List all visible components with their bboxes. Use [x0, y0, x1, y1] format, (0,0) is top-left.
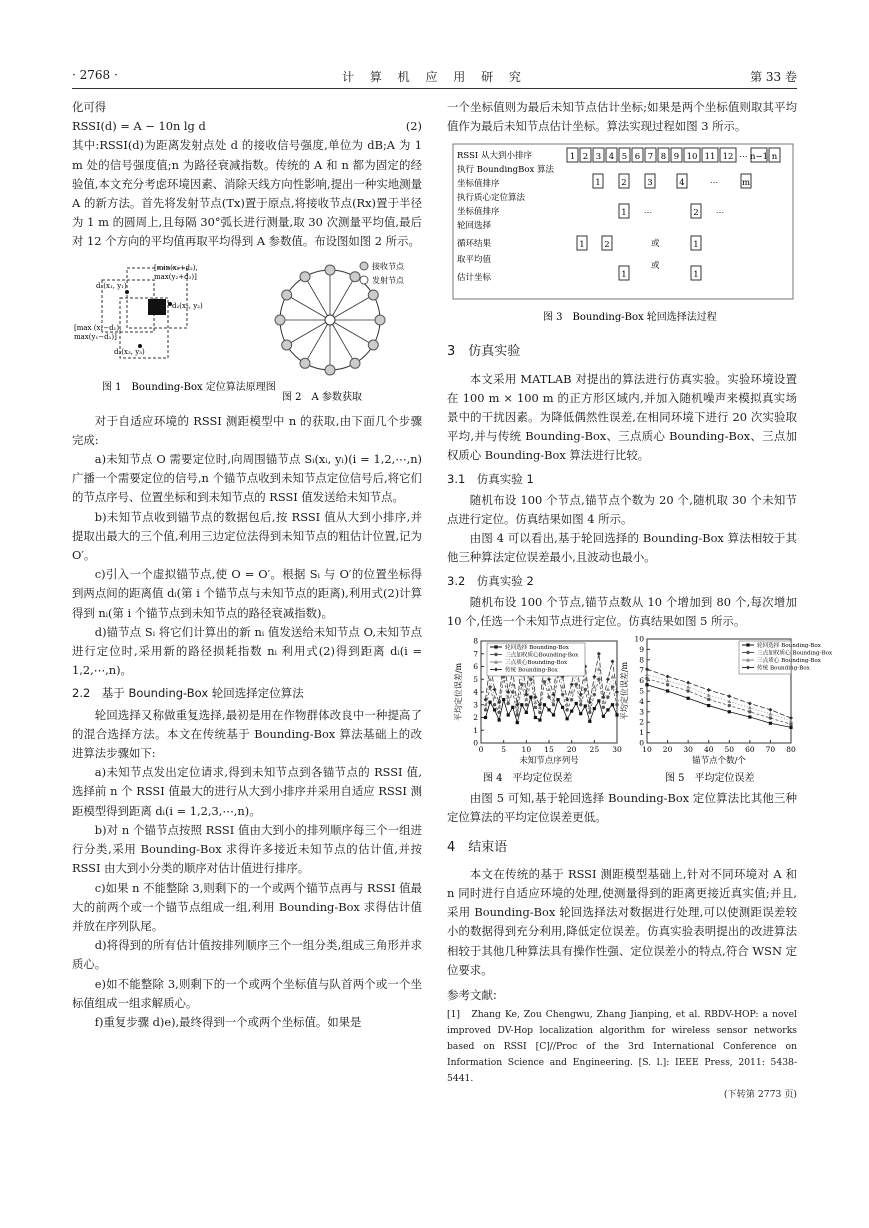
- data-point: [533, 700, 537, 704]
- data-point: [588, 720, 591, 723]
- data-point: [666, 675, 670, 679]
- receiver-node: [375, 315, 385, 325]
- anchor-label: 8: [660, 152, 667, 163]
- result-label: 1: [579, 240, 585, 251]
- x-axis-label: 锚节点个数/个: [692, 756, 746, 767]
- data-point: [565, 708, 568, 711]
- data-point: [484, 708, 487, 711]
- data-point: [615, 690, 619, 694]
- data-point: [516, 714, 519, 717]
- figure-2-caption: 图 2 A 参数获取: [282, 391, 362, 403]
- data-point: [570, 690, 574, 694]
- data-point: [746, 651, 749, 654]
- fig1-label: d₃(x₃, y₃): [114, 347, 145, 356]
- y-tick-label: 2: [639, 717, 644, 727]
- data-point: [707, 698, 710, 701]
- data-point: [520, 703, 523, 706]
- data-point: [525, 711, 528, 714]
- data-point: [610, 675, 614, 679]
- paragraph: 本文采用 MATLAB 对提出的算法进行仿真实验。实验环境设置在 100 m × 100 m 的正方形区域内,并加入随机噪声来模拟真实场景中的干扰因素。为降低偶然性误差,在相同环境下进行 20 次实验取平均,并与传统 Bounding-Box、三点质心 Bounding-Box、三点加权质心 Bounding-Box 算法进行比较。: [447, 371, 797, 463]
- data-point: [666, 683, 669, 686]
- fig1-label: max(y₂+d₂)]: [154, 272, 197, 281]
- page-number: · 2768 ·: [72, 68, 118, 82]
- section-heading: 2.2 基于 Bounding-Box 轮回选择定位算法: [72, 686, 304, 701]
- anchor-label: 12: [722, 152, 734, 163]
- data-point: [547, 688, 551, 692]
- step-label: 执行 BoundingBox 算法: [457, 165, 554, 176]
- paragraph: d)锚节点 Sᵢ 将它们计算出的新 nᵢ 值发送给未知节点 O,未知节点进行定位时,采用新的路径损耗指数 nᵢ 利用式(2)得到距离 dᵢ(i = 1,2,⋯,n)。: [72, 624, 422, 678]
- data-point: [611, 703, 614, 706]
- x-tick-label: 0: [478, 745, 484, 755]
- data-point: [552, 703, 555, 706]
- centroid-label: 1: [621, 208, 627, 219]
- data-point: [611, 685, 614, 688]
- page-header: [72, 66, 797, 89]
- line-chart: [453, 637, 622, 785]
- x-tick-label: 80: [786, 745, 796, 755]
- receiver-node: [282, 290, 292, 300]
- y-axis-label: 平均定位误差/m: [454, 663, 463, 722]
- anchor-label: 3: [595, 152, 602, 163]
- data-point: [748, 706, 752, 710]
- data-point: [728, 704, 731, 707]
- radius-line: [305, 320, 330, 363]
- journal-name: 计 算 机 应 用 研 究: [342, 70, 527, 84]
- radius-line: [330, 295, 373, 320]
- section-heading: 4 结束语: [447, 839, 508, 855]
- subsection-heading: 3.2 仿真实验 2: [447, 573, 534, 588]
- data-point: [579, 712, 582, 715]
- data-point: [525, 703, 528, 706]
- data-point: [538, 719, 541, 722]
- references-title: 参考文献:: [447, 988, 497, 1003]
- figure-caption: 图 5 平均定位误差: [665, 773, 755, 785]
- paragraph: 对于自适应环境的 RSSI 测距模型中 n 的获取,由下面几个步骤完成:: [72, 413, 422, 447]
- result-boxes: [577, 236, 701, 280]
- legend-label: 传统 Bounding-Box: [505, 667, 558, 674]
- figure-2: [275, 265, 385, 375]
- data-point: [645, 677, 648, 680]
- centroid-label: ⋯: [643, 208, 653, 219]
- x-tick-label: 70: [765, 745, 776, 755]
- y-tick-label: 4: [639, 697, 644, 707]
- anchor-label: ⋯: [739, 152, 748, 163]
- volume: 第 33 卷: [750, 70, 797, 84]
- paragraph: a)未知节点 O 需要定位时,向周围锚节点 Sᵢ(xᵢ, yᵢ)(i = 1,2,⋯,n)广播一个需要定位的信号,n 个锚节点收到未知节点定位信号后,将它们的节点序号、位置坐标和到未知节点的 RSSI 值发送给未知节点。: [72, 452, 422, 505]
- estimate-label: ⋯: [709, 178, 719, 189]
- x-tick-label: 20: [566, 745, 577, 755]
- centroid-label: ⋯: [715, 208, 725, 219]
- left-column: [72, 98, 422, 1032]
- estimate-label: 1: [595, 178, 601, 189]
- fig1-label: d₂(x₂, y₂): [172, 301, 203, 310]
- data-point: [687, 697, 690, 700]
- y-tick-label: 5: [639, 686, 644, 696]
- estimate-label: 3: [647, 178, 653, 189]
- y-tick-label: 6: [473, 662, 478, 672]
- step-labels: [457, 150, 554, 283]
- data-point: [768, 708, 772, 712]
- data-point: [727, 694, 731, 698]
- data-point: [547, 696, 550, 699]
- section-heading: 3 仿真实验: [447, 344, 521, 360]
- data-point: [728, 710, 731, 713]
- data-point: [597, 652, 601, 656]
- receiver-node: [368, 340, 378, 350]
- data-point: [606, 696, 609, 699]
- legend-label: 三点质心Bounding-Box: [505, 660, 568, 667]
- data-point: [493, 688, 497, 692]
- data-point: [606, 678, 610, 682]
- anchor-label: n−1: [749, 152, 769, 163]
- data-point: [789, 716, 793, 720]
- paragraph: 随机布设 100 个节点,锚节点个数为 20 个,随机取 30 个未知节点进行定位。仿真结果如图 4 所示。: [447, 492, 797, 527]
- anchor-label: 2: [582, 152, 589, 163]
- y-tick-label: 5: [473, 675, 478, 684]
- centroid-label: 2: [693, 208, 699, 219]
- anchor-label: 1: [569, 152, 576, 163]
- intersection-region: [148, 299, 166, 315]
- data-point: [516, 721, 519, 724]
- paragraph: 轮回选择又称做重复选择,最初是用在作物群体改良中一种提高了的混合选择方法。本文在传统基于 Bounding-Box 算法基础上的改进算法步骤如下:: [72, 707, 422, 761]
- data-point: [645, 673, 649, 677]
- figure-3-svg: [447, 142, 797, 332]
- data-point: [746, 644, 749, 647]
- y-tick-label: 9: [639, 645, 644, 655]
- transmitter-node: [325, 315, 335, 325]
- radius-line: [305, 276, 330, 319]
- or-label: 或: [651, 239, 660, 250]
- x-tick-label: 25: [589, 745, 600, 755]
- receiver-node: [300, 358, 310, 368]
- paragraph: f)重复步骤 d)e),最终得到一个或两个坐标值。如果是: [94, 1014, 362, 1029]
- y-tick-label: 7: [473, 649, 478, 659]
- right-column: [447, 98, 833, 1103]
- fig1-label: max(y₁−d₁)]: [74, 332, 117, 341]
- data-point: [602, 715, 605, 718]
- line-chart: [619, 635, 833, 785]
- anchor-label: 4: [608, 152, 615, 163]
- legend-label: 三点加权质心Bounding-Box: [505, 652, 579, 659]
- y-tick-label: 6: [639, 676, 644, 686]
- radius-line: [287, 295, 330, 320]
- step-label: 轮回选择: [457, 221, 492, 232]
- step-label: 坐标值排序: [457, 207, 500, 218]
- y-tick-label: 1: [473, 726, 478, 735]
- paragraph: 一个坐标值则为最后未知节点估计坐标;如果是两个坐标值则取其平均值作为最后未知节点估计坐标。算法实现过程如图 3 所示。: [447, 100, 797, 134]
- figure-3-caption: 图 3 Bounding-Box 轮回选择法过程: [543, 312, 717, 324]
- data-point: [666, 679, 670, 683]
- x-tick-label: 20: [662, 745, 673, 755]
- receiver-node: [300, 271, 310, 281]
- data-point: [789, 723, 792, 726]
- data-point: [727, 700, 731, 704]
- anchor-label: 7: [647, 152, 654, 163]
- step-label: 取平均值: [457, 255, 492, 266]
- figure-1-2-svg: [72, 258, 422, 408]
- data-point: [686, 681, 690, 685]
- paragraph: 本文在传统的基于 RSSI 测距模型基础上,针对不同环境对 A 和 n 同时进行自适应环境的处理,使测量得到的距离更接近真实值;并且,采用 Bounding-Box 轮回选择法对数据进行处理,可以使测距误差较小的数据得到充分利用,降低定位误差。仿真实验表明提出的改进算法相较于其他几种算法具有操作性强、定位误差小的特点,符合 WSN 定位要求。: [447, 866, 797, 977]
- x-tick-label: 60: [745, 745, 755, 755]
- x-tick-label: 10: [642, 745, 652, 755]
- data-point: [529, 696, 532, 699]
- paragraph: e)如不能整除 3,则剩下的一个或两个坐标值与队首两个或一个坐标值组成一组求解质心。: [72, 976, 422, 1010]
- figure-caption: 图 4 平均定位误差: [483, 773, 573, 785]
- data-point: [556, 698, 559, 701]
- sorted-anchor-boxes: [567, 148, 780, 162]
- data-point: [511, 706, 514, 709]
- step-label: 估计坐标: [457, 273, 492, 284]
- x-tick-label: 5: [501, 745, 507, 755]
- figures-4-5: [447, 634, 833, 785]
- data-point: [534, 706, 537, 709]
- data-point: [552, 698, 556, 702]
- anchor-label: 6: [634, 152, 641, 163]
- radius-line: [287, 320, 330, 345]
- receiver-node: [282, 340, 292, 350]
- data-point: [497, 706, 501, 710]
- receiver-node: [275, 315, 285, 325]
- data-point: [575, 683, 578, 686]
- step-label: RSSI 从大到小排序: [457, 151, 532, 162]
- data-point: [686, 690, 689, 693]
- paragraph: c)引入一个虚拟锚节点,使 O = O′。根据 Sᵢ 与 O′的位置坐标得到两点间的距离值 dᵢ(第 i 个锚节点与未知节点的距离),利用式(2)计算得到 nᵢ(第 i 个锚节点到未知节点的路径衰减指数)。: [72, 567, 422, 620]
- data-point: [534, 716, 537, 719]
- y-tick-label: 0: [639, 738, 644, 748]
- y-tick-label: 0: [473, 738, 478, 748]
- data-point: [547, 709, 550, 712]
- radius-line: [330, 320, 373, 345]
- x-tick-label: 15: [544, 745, 554, 755]
- legend-label: 发射节点: [372, 275, 404, 285]
- anchor-label: 10: [686, 152, 698, 163]
- y-tick-label: 8: [473, 636, 478, 646]
- paragraph: d)将得到的所有估计值按排列顺序三个一组分类,组成三角形并求质心。: [72, 938, 422, 972]
- data-point: [601, 700, 605, 704]
- paragraph: 由图 4 可以看出,基于轮回选择的 Bounding-Box 算法相较于其他三种算法定位误差最小,且波动也最小。: [447, 531, 797, 565]
- step-label: 坐标值排序: [457, 179, 500, 190]
- data-point: [561, 706, 564, 709]
- data-point: [570, 683, 574, 687]
- data-point: [584, 705, 587, 708]
- equation-2: [72, 117, 422, 136]
- paragraph: 随机布设 100 个节点,锚节点数从 10 个增加到 80 个,每次增加 10 个,任选一个未知节点进行定位。仿真结果如图 5 所示。: [447, 594, 797, 629]
- data-point: [707, 688, 711, 692]
- data-point: [606, 709, 609, 712]
- receiver-node: [325, 365, 335, 375]
- legend-label: 接收节点: [372, 261, 404, 271]
- figure-1-caption: 图 1 Bounding-Box 定位算法原理图: [102, 381, 276, 393]
- fig1-label: d₁(x₁, y₁): [96, 281, 127, 290]
- data-point: [748, 702, 752, 706]
- subsection-heading: 3.1 仿真实验 1: [447, 471, 534, 486]
- data-point: [538, 711, 541, 714]
- x-axis-label: 未知节点序列号: [519, 756, 579, 767]
- estimate-label: m: [741, 178, 751, 189]
- x-tick-label: 40: [703, 745, 714, 755]
- y-tick-label: 4: [473, 687, 478, 697]
- fig1-label: [max (x₁−d₁),: [74, 323, 122, 332]
- chart-svg: [447, 634, 833, 785]
- step-label: 执行质心定位算法: [457, 193, 526, 204]
- data-point: [593, 707, 596, 710]
- anchor-label: 5: [621, 152, 628, 163]
- data-point: [748, 710, 751, 713]
- x-tick-label: 30: [612, 745, 622, 755]
- x-tick-label: 50: [724, 745, 735, 755]
- data-point: [484, 716, 487, 719]
- result-label: 2: [604, 240, 610, 251]
- data-point: [507, 714, 510, 717]
- receiver-node: [368, 290, 378, 300]
- data-point: [570, 710, 573, 713]
- y-tick-label: 7: [639, 665, 644, 675]
- data-point: [493, 703, 496, 706]
- y-tick-label: 1: [639, 728, 644, 738]
- estimate-label: 4: [679, 178, 685, 189]
- centroid-boxes: [619, 204, 724, 218]
- anchor-label: 9: [673, 152, 680, 163]
- data-point: [588, 711, 591, 714]
- data-point: [575, 702, 578, 705]
- data-point: [488, 701, 491, 704]
- continued-note: (下转第 2773 页): [723, 1089, 797, 1101]
- data-point: [566, 717, 569, 720]
- data-point: [552, 714, 555, 717]
- data-point: [769, 722, 772, 725]
- receiver-node: [325, 265, 335, 275]
- receiver-legend-icon: [360, 262, 368, 270]
- anchor-label: 11: [704, 152, 716, 163]
- data-point: [570, 698, 573, 701]
- data-point: [502, 698, 505, 701]
- data-point: [579, 703, 582, 706]
- legend-label: 轮回选择 Bounding-Box: [505, 645, 569, 652]
- step-label: 循环结果: [457, 239, 492, 250]
- data-point: [615, 714, 618, 717]
- data-point: [547, 678, 551, 682]
- data-point: [666, 690, 669, 693]
- fig1-label: [min(x₂+d₂),: [154, 263, 198, 272]
- data-point: [497, 711, 500, 714]
- anchor-node: [125, 290, 129, 294]
- data-point: [493, 695, 497, 699]
- y-tick-label: 3: [473, 700, 478, 710]
- data-point: [561, 693, 564, 696]
- paragraph: b)未知节点收到锚节点的数据包后,按 RSSI 值从大到小排序,并提取出最大的三个值,利用三边定位法得到未知节点的粗估计位置,记为 O′。: [72, 509, 422, 563]
- x-tick-label: 30: [683, 745, 693, 755]
- data-point: [610, 660, 614, 664]
- reference-item: [1] Zhang Ke, Zou Chengwu, Zhang Jianping, et al. RBDV-HOP: a novel improved DV-Hop localization algorithm for wireless sensor networks based on RSSI [C]//Proc of the 3rd International Conference on Information Science and Engineering. [S. l.]: IEEE Press, 2011: 5438-5441.: [447, 1009, 797, 1085]
- radius-line: [330, 276, 355, 319]
- final-label: 1: [693, 270, 699, 281]
- y-axis-label: 平均定位误差/m: [620, 662, 629, 721]
- paragraph: b)对 n 个锚节点按照 RSSI 值由大到小的排列顺序每三个一组进行分类,采用 Bounding-Box 求得许多接近未知节点的估计值,并按 RSSI 由大到小分类的顺序对估计值进行排序。: [72, 822, 422, 876]
- bbox-estimate-boxes: [593, 174, 751, 188]
- paragraph: 其中:RSSI(d)为距离发射点处 d 的接收信号强度,单位为 dB;A 为 1 m 处的信号强度值;n 为路径衰减指数。传统的 A 和 n 都为固定的经验值,本文充分考虑环境因素、消除天线方向性影响,提出一种实地测量 A 的新方法。首先将发射节点(Tx)置于原点,将接收节点(Rx)置于半径为 1 m 的圆周上,且每隔 30°弧长进行测量,取 30 次测量平均值,最后对 12 个方向的平均值再取平均得到 A 参数值。布设图如图 2 所示。: [72, 138, 422, 249]
- receiver-node: [350, 271, 360, 281]
- data-point: [707, 704, 710, 707]
- data-point: [789, 726, 792, 729]
- data-point: [493, 709, 496, 712]
- equation-text: RSSI(d) = A − 10n lg d: [72, 119, 206, 134]
- data-point: [494, 653, 497, 656]
- paragraph: 由图 5 可知,基于轮回选择 Bounding-Box 定位算法比其他三种定位算法的平均定位误差更低。: [447, 791, 797, 825]
- data-point: [507, 702, 510, 705]
- legend-label: 三点质心 Bounding-Box: [757, 658, 821, 665]
- paragraph: a)未知节点发出定位请求,得到未知节点到各锚节点的 RSSI 值,选择前 n 个 RSSI 值最大的进行从大到小排序并采用自适应 RSSI 测距模型得到距离 dᵢ(i = 1,2,3,⋯,n)。: [72, 765, 422, 818]
- estimate-label: 2: [621, 178, 627, 189]
- y-tick-label: 10: [634, 634, 644, 644]
- data-point: [686, 685, 690, 689]
- y-tick-label: 2: [473, 713, 478, 723]
- data-point: [645, 683, 648, 686]
- y-tick-label: 8: [639, 655, 644, 665]
- data-point: [748, 716, 751, 719]
- paragraph: 化可得: [72, 100, 107, 114]
- equation-number: (2): [405, 119, 422, 134]
- x-tick-label: 10: [521, 745, 532, 755]
- figures-1-2: [72, 258, 422, 408]
- data-point: [606, 688, 610, 692]
- data-point: [543, 703, 546, 706]
- or-label: 或: [651, 261, 660, 272]
- legend-label: 传统 Bounding-Box: [757, 665, 810, 672]
- y-tick-label: 3: [639, 707, 644, 717]
- data-point: [494, 646, 497, 649]
- data-point: [498, 719, 501, 722]
- radius-line: [330, 320, 355, 363]
- transmitter-legend-icon: [360, 276, 368, 284]
- paragraph: c)如果 n 不能整除 3,则剩下的一个或两个锚节点再与 RSSI 值最大的前两个或一个锚节点组成一组,利用 Bounding-Box 求得估计值并放在序列队尾。: [72, 880, 422, 933]
- data-point: [615, 703, 618, 706]
- data-point: [602, 706, 605, 709]
- legend-label: 三点加权质心 Bounding-Box: [757, 650, 833, 657]
- result-label: 1: [693, 240, 699, 251]
- receiver-node: [350, 358, 360, 368]
- data-point: [592, 675, 596, 679]
- data-point: [769, 717, 772, 720]
- figure-3: [447, 142, 797, 332]
- data-point: [529, 678, 532, 681]
- anchor-label: n: [771, 152, 778, 163]
- data-point: [768, 712, 772, 716]
- final-label: 1: [621, 270, 627, 281]
- legend-label: 轮回选择 Bounding-Box: [757, 643, 821, 650]
- data-point: [597, 700, 600, 703]
